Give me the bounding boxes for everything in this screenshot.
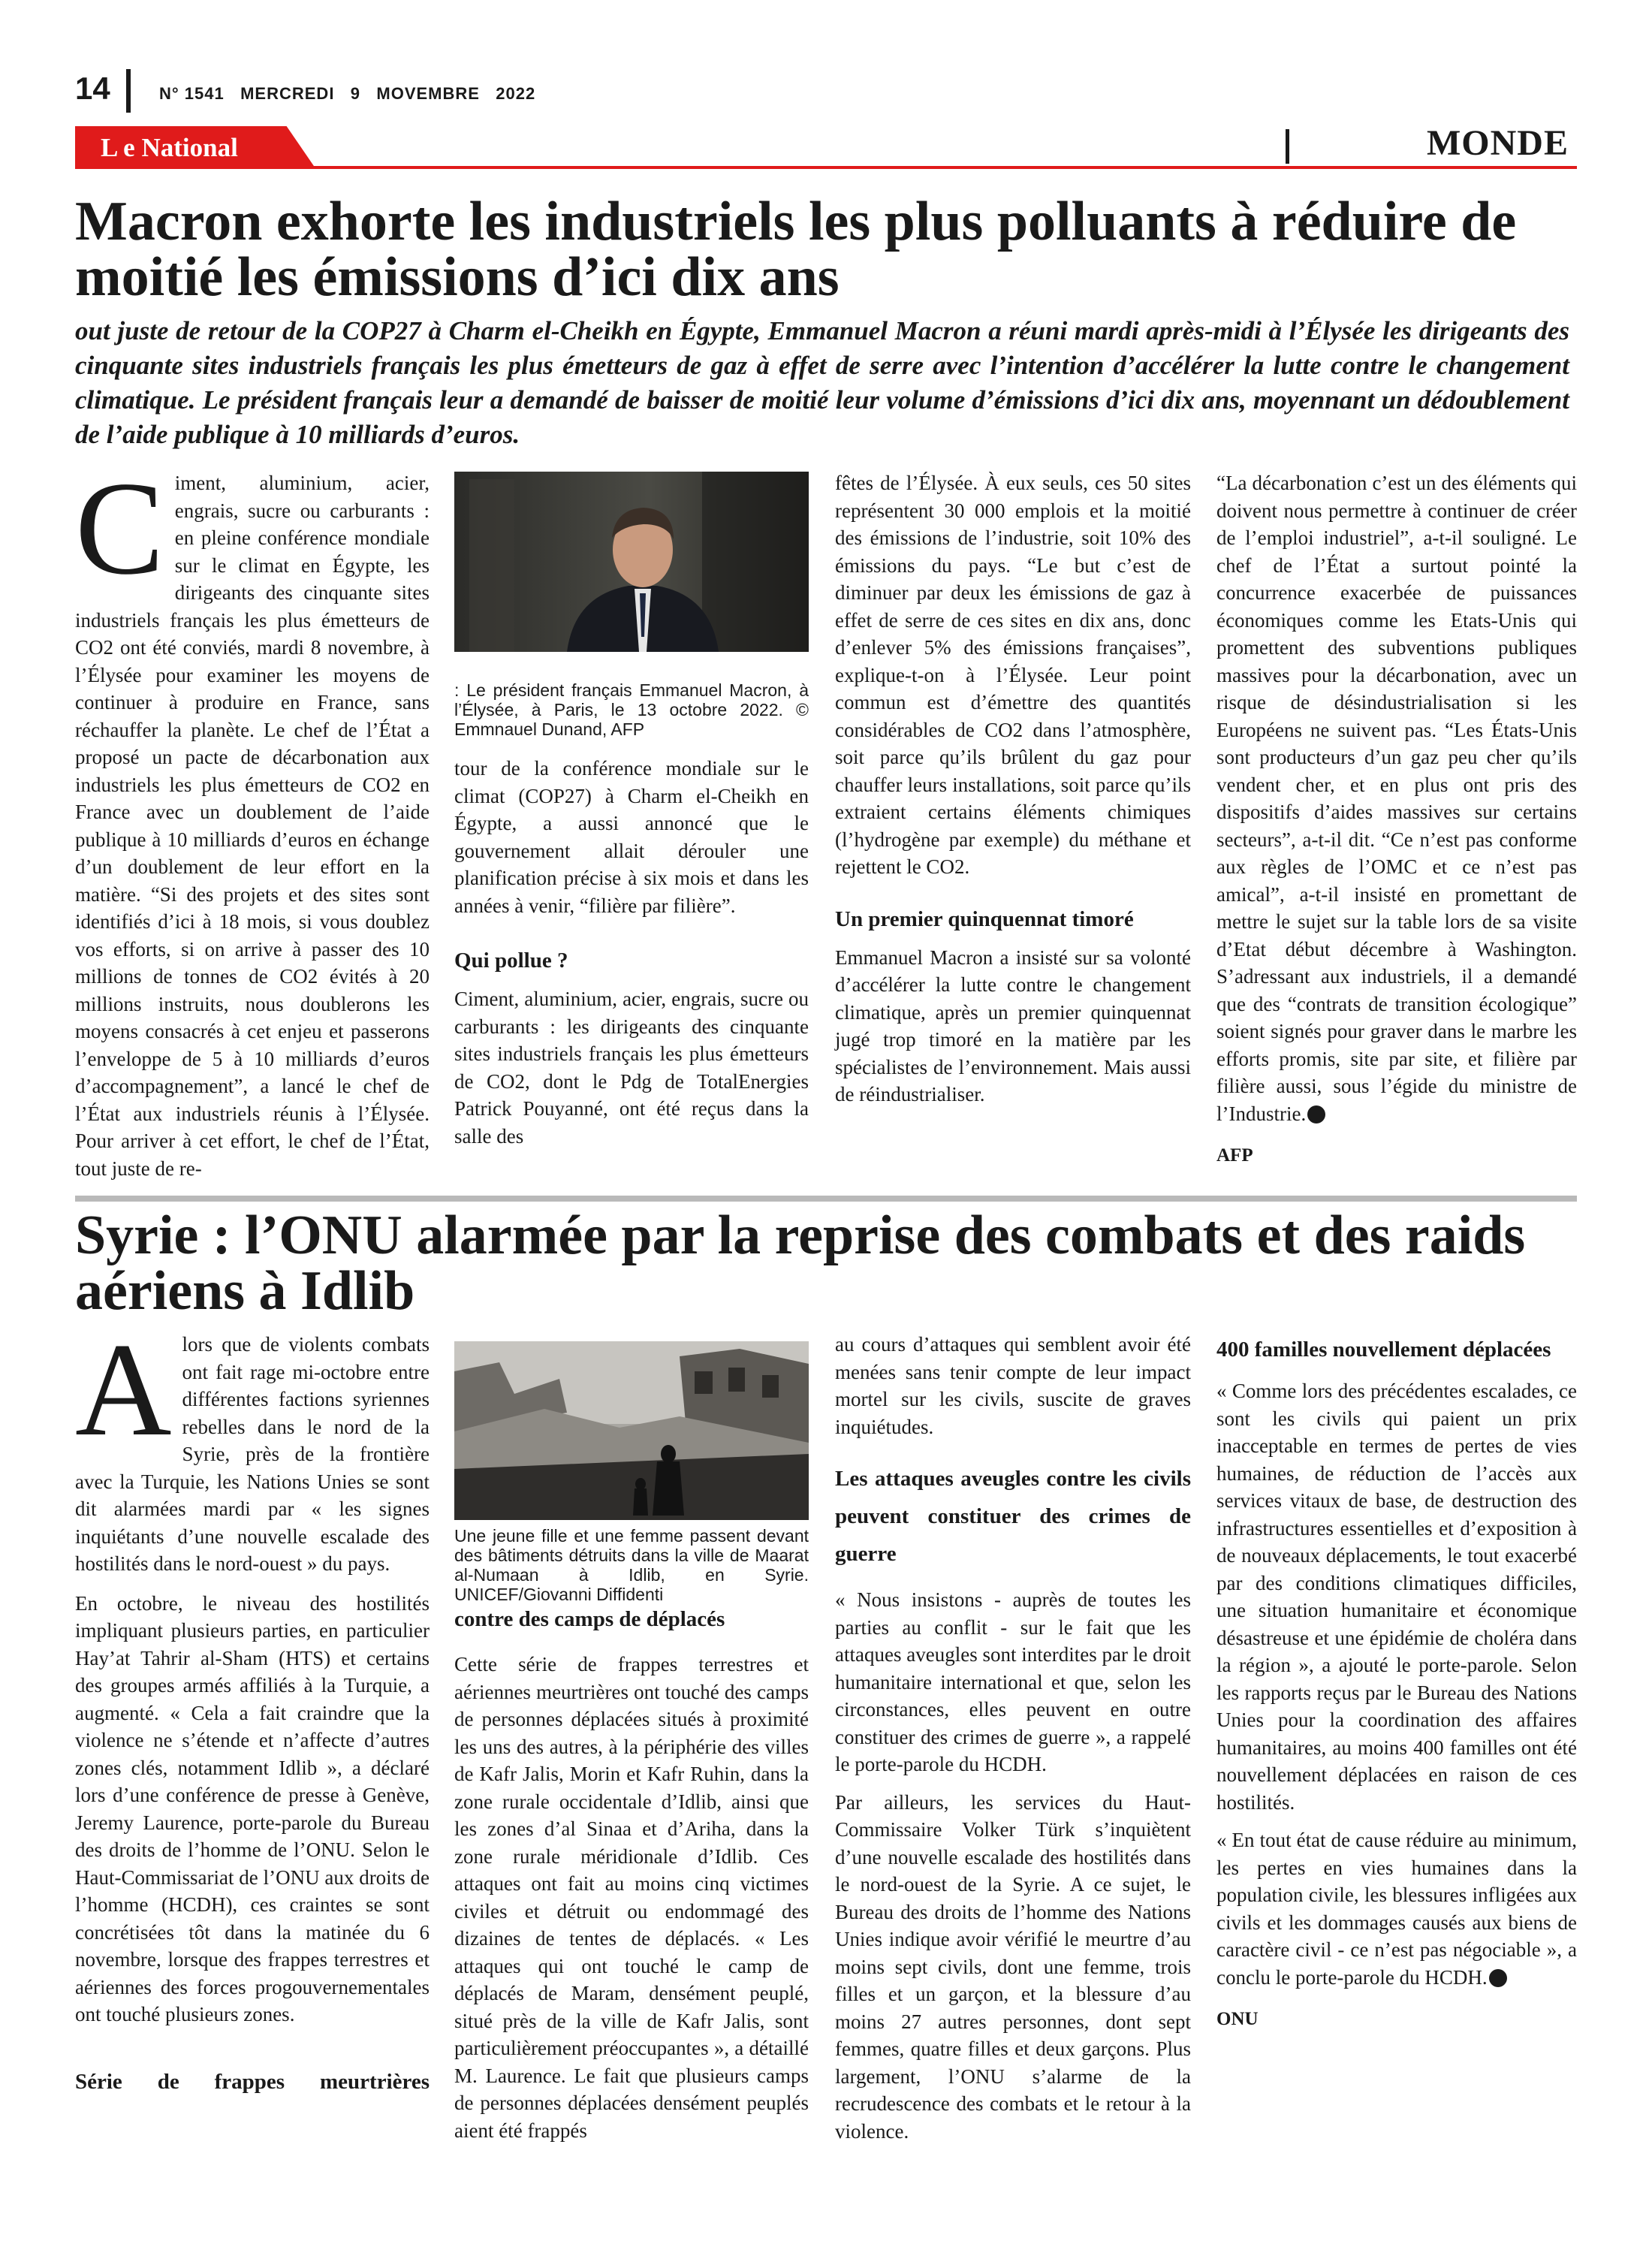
article2-col3-paragraph-1: au cours d’attaques qui semblent avoir été menées sans tenir compte de leur impact mortel sur les civils, suscite de graves inquiétudes. [835, 1333, 1191, 1438]
article2-column-3 [835, 1331, 1191, 2145]
issue-number: N° 1541 [159, 84, 225, 103]
article2-col2-paragraph-1: Cette série de frappes terrestres et aériennes meurtrières ont touché des camps de personnes déplacées situés à proximité les uns des autres, à la périphérie des villes de Kafr Jalis, Morin et Kafr Ruhin, dans la zone rurale occidentale d’Idlib, ainsi que les zones d’al Sinaa et d’Ariha, dans la zone rurale méridionale d’Idlib. Ces attaques ont fait au moins cinq victimes civiles et détruit ou endommagé des dizaines de tentes de déplacés. « Les attaques qui ont touché le camp de déplacés de Maram, densément peuplé, situé près de la ville de Kafr Jalis, sont particulièrement préoccupantes », a détaillé M. Laurence. Le fait que plusieurs camps de personnes déplacées densément peuplés aient été frappés [454, 1653, 809, 2142]
article1-dropcap: C [75, 454, 164, 602]
article1-col4-text: “La décarbonation c’est un des éléments qui doivent nous permettre à continuer de créer de l’emploi industriel”, a-t-il souligné. Le chef de l’État a surtout pointé la concurrence exacerbée de puissances économiques comme les Etats-Unis qui promettent des subventions publiques massives pour la décarbonation, avec un risque de désindustrialisation si les Européens ne suivent pas. “Les États-Unis sont producteurs d’un gaz peu cher qu’ils vendent cher, et en plus ont pris des dispositifs d’aides massives sur certains secteurs”, a-t-il dit. “Ce n’est pas conforme aux règles de l’OMC et ce n’est pas amical”, a-t-il insisté en promettant de mettre le sujet sur la table lors de sa visite d’Etat début décembre à Washington. S’adressant aux industriels, il a demandé que des “contrats de transition écologique” soient signés pour graver dans le marbre les efforts promis, site par site, et filière par filière aussi, sous l’égide du ministre de l’Industrie. [1216, 472, 1577, 1125]
article2-col4-paragraph-2: « En tout état de cause réduire au minimum, les pertes en vies humaines dans la population civile, les blessures infligées aux civils et les dommages causés aux biens de caractère civil - ce n’est pas négociable », a conclu le porte-parole du HCDH. [1216, 1829, 1577, 1989]
article2-dropcap: A [75, 1315, 172, 1464]
article1-col1-text: iment, aluminium, acier, engrais, sucre ou carburants : en pleine conférence mondiale sur le climat en Égypte, les dirigeants des cinquante sites industriels français les plus émetteurs de CO2 ont été conviés, mardi 8 novembre, à l’Élysée pour examiner les moyens de continuer à produire en France, sans réchauffer la planète. Le chef de l’État a proposé un pacte de décarbonation aux industriels les plus émetteurs de CO2 en France avec un doublement de l’aide publique à 10 milliards d’euros en échange d’un doublement de leur effort en la matière. “Si des projets et des sites sont identifiés d’ici à 18 mois, si vous doublez vos efforts, si on arrive à passer des 10 millions de tonnes de CO2 évités à 20 millions instruits, nous doublerons les moyens consacrés à cet enjeu et passerons l’enveloppe de 5 à 10 milliards d’euros d’accompagnement”, a lancé le chef de l’État aux industriels réunis à l’Élysée. Pour arriver à cet effort, le chef de l’État, tout juste de re- [75, 472, 430, 1180]
article2-column-1 [75, 1315, 430, 2101]
article-separator [75, 1196, 1577, 1202]
weekday: MERCREDI [240, 84, 335, 103]
idlib-ruins-photo [454, 1341, 809, 1520]
day-number: 9 [350, 84, 361, 103]
article1-intro: out juste de retour de la COP27 à Charm el-Cheikh en Égypte, Emmanuel Macron a réuni mardi après-midi à l’Élysée les dirigeants des cinquante sites industriels français les plus émetteurs de gaz à effet de serre avec l’intention d’accélérer la lutte contre le changement climatique. Le président français leur a demandé de baisser de moitié leur volume d’émissions d’ici dix ans, moyennant un dédoublement de l’aide publique à 10 milliards d’euros. [75, 316, 1569, 449]
article2-subheading-2: Les attaques aveugles contre les civils peuvent constituer des crimes de guerre [835, 1467, 1191, 1566]
article2-column-4 [1216, 1331, 1577, 2034]
article2-col1-paragraph-2: En octobre, le niveau des hostilités impliquant plusieurs parties, en particulier Hay’at Tahrir al-Sham (HTS) et certains des groupes armés affiliés à la Turquie, a augmenté. « Cela a fait craindre que la violence ne s’étende et n’affecte d’autres zones clés, notamment Idlib », a déclaré lors d’une conférence de presse à Genève, Jeremy Laurence, porte-parole du Bureau des droits de l’homme de l’ONU. Selon le Haut-Commissariat de l’ONU aux droits de l’homme (HCDH), ces craintes se sont concrétisées tôt dans la matinée du 6 novembre, lorsque des frappes terrestres et aériennes des forces progouvernementales ont touché plusieurs zones. [75, 1591, 430, 2025]
article1-headline: Macron exhorte les industriels les plus polluants à réduire de moitié les émissions d’ici dix ans [75, 191, 1517, 308]
article1-col2-paragraph-1: tour de la conférence mondiale sur le climat (COP27) à Charm el-Cheikh en Égypte, a aussi annoncé que le gouvernement allait dérouler une planification précise à six mois et dans les années à venir, “filière par filière”. [454, 757, 809, 917]
macron-photo [454, 472, 809, 652]
article1-column-2 [454, 755, 809, 1150]
macron-photo-caption: : Le président français Emmanuel Macron, à l’Élysée, à Paris, le 13 octobre 2022. © Emmnauel Dunand, AFP [454, 680, 809, 739]
article1-column-3 [835, 469, 1191, 1108]
article2-col1-paragraph-1: lors que de violents combats ont fait rage mi-octobre entre différentes factions syriennes rebelles dans le nord de la Syrie, près de la frontière avec la Turquie, les Nations Unies se sont dit alarmées mardi par « les signes inquiétants d’une nouvelle escalade des hostilités dans le nord-ouest » du pays. [75, 1333, 430, 1575]
end-of-article-icon [1307, 1105, 1325, 1123]
issue-date-line [159, 84, 535, 104]
header-rule [75, 166, 1577, 169]
article1-col2-paragraph-2: Ciment, aluminium, acier, engrais, sucre ou carburants : les dirigeants des cinquante sites industriels français les plus émetteurs de CO2, dont le Pdg de TotalEnergies Patrick Pouyanné, ont été reçus dans la salle des [454, 988, 809, 1148]
article2-col4-paragraph-1: « Comme lors des précédentes escalades, ce sont les civils qui paient un prix inacceptable en termes de pertes de vies humaines, de réduction de l’accès aux services vitaux de base, de destruction des infrastructures essentielles et d’exposition à de nouveaux déplacements, le tout exacerbé par des conditions climatiques difficiles, une situation humanitaire et économique désastreuse et une épidémie de choléra dans la région », a ajouté le porte-parole. Selon les rapports reçus par le Bureau des Nations Unies pour la coordination des affaires humanitaires, au moins 400 familles ont été nouvellement déplacées en raison de ces hostilités. [1216, 1380, 1577, 1814]
idlib-photo-caption: Une jeune fille et une femme passent devant des bâtiments détruits dans la ville de Maarat al-Numaan à Idlib, en Syrie. UNICEF/Giovanni Diffidenti [454, 1526, 809, 1604]
article1-col3-paragraph-1: fêtes de l’Élysée. À eux seuls, ces 50 sites représentent 30 000 emplois et la moitié des émissions de l’industrie, soit 10% des émissions du pays. “Le but c’est de diminuer par deux les émissions de gaz à effet de serre de ces sites en dix ans, donc d’enlever 5% des émissions françaises”, explique-t-on à l’Élysée. Leur point commun est d’émettre des quantités considérables de CO2 dans l’atmosphère, soit parce qu’ils brûlent du gaz pour chauffer leurs installations, soit parce qu’ils extraient certains éléments chimiques (l’hydrogène par exemple) du méthane et rejettent le CO2. [835, 472, 1191, 878]
newspaper-brand: L e National [101, 133, 238, 162]
article2-col3-paragraph-2: « Nous insistons - auprès de toutes les parties au conflit - sur le fait que les attaques aveugles sont interdites par le droit humanitaire international et que, selon les circonstances, elles peuvent en outre constituer des crimes de guerre », a rappelé le porte-parole du HCDH. [835, 1588, 1191, 1775]
article1-column-1 [75, 454, 430, 1182]
article2-column-2 [454, 1606, 809, 2144]
article2-subheading-3: 400 familles nouvellement déplacées [1216, 1338, 1551, 1362]
page-number: 14 [75, 71, 110, 106]
article1-subheading-1: Qui pollue ? [454, 949, 568, 973]
article2-subheading-1: Série de frappes meurtrières [75, 2069, 430, 2094]
rubric-divider [1286, 129, 1289, 164]
article1-signature: AFP [1216, 1145, 1253, 1166]
page-number-divider [126, 69, 131, 113]
month: MOVEMBRE [376, 84, 480, 103]
article2-signature: ONU [1216, 2009, 1259, 2029]
end-of-article-icon [1489, 1969, 1507, 1987]
article2-headline: Syrie : l’ONU alarmée par la reprise des combats et des raids aériens à Idlib [75, 1205, 1526, 1322]
article1-subheading-2: Un premier quinquennat timoré [835, 906, 1134, 931]
article2-col3-paragraph-3: Par ailleurs, les services du Haut-Commissaire Volker Türk s’inquiètent d’une nouvelle escalade des hostilités dans le nord-ouest de la Syrie. A ce sujet, le Bureau des droits de l’homme des Nations Unies indique avoir vérifié le meurtre d’au moins sept civils, dont une femme, trois filles et un garçon, et la blessure d’au moins 27 autres personnes, dont sept femmes, quatre filles et deux garçons. Plus largement, l’ONU s’alarme de la recrudescence des combats et le retour à la violence. [835, 1790, 1191, 2143]
article1-column-4 [1216, 469, 1577, 1170]
section-rubric: MONDE [1427, 123, 1569, 163]
article1-col3-paragraph-2: Emmanuel Macron a insisté sur sa volonté d’accélérer la lutte contre le changement climatique, après un premier quinquennat jugé trop timoré en la matière par les spécialistes de l’environnement. Mais aussi de réindustrialiser. [835, 946, 1191, 1105]
article2-subheading-1-continued: contre des camps de déplacés [454, 1607, 725, 1631]
year: 2022 [496, 84, 536, 103]
